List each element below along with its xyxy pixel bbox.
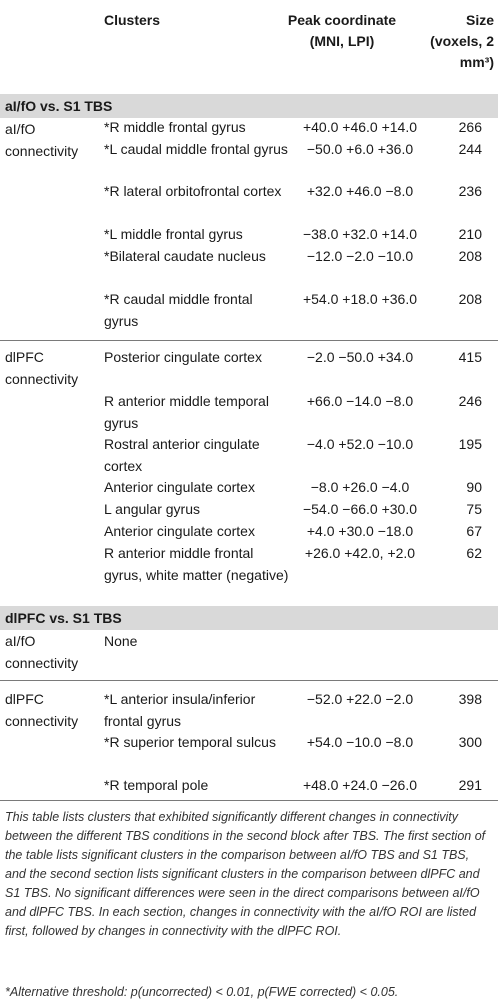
cluster-name: *L middle frontal gyrus <box>104 226 243 242</box>
cluster-name: Anterior cingulate cortex <box>104 479 255 495</box>
peak-coordinate: −12.0 −2.0 −10.0 <box>306 248 414 264</box>
group-label: dlPFC connectivity <box>5 349 79 387</box>
cluster-name: *L caudal middle frontal gyrus <box>104 141 288 157</box>
cluster-size: 62 <box>466 545 482 561</box>
peak-coordinate: −52.0 +22.0 −2.0 <box>306 691 414 707</box>
cluster-name: R anterior middle frontal gyrus, white matter (negative) <box>104 545 289 583</box>
cluster-name: *R caudal middle frontal gyrus <box>104 291 253 329</box>
peak-coordinate: −50.0 +6.0 +36.0 <box>306 141 414 157</box>
peak-coordinate: +4.0 +30.0 −18.0 <box>306 523 414 539</box>
peak-coordinate: +54.0 −10.0 −8.0 <box>306 734 414 750</box>
cluster-size: 208 <box>458 291 482 307</box>
cluster-name: *R middle frontal gyrus <box>104 119 246 135</box>
peak-coordinate: −2.0 −50.0 +34.0 <box>306 349 414 365</box>
cluster-name: Rostral anterior cingulate cortex <box>104 436 260 474</box>
cluster-name: *R superior temporal sulcus <box>104 734 276 750</box>
group-label: aI/fO connectivity <box>5 121 79 159</box>
cluster-size: 236 <box>458 183 482 199</box>
table-footnote: This table lists clusters that exhibited significantly different changes in connectivity between the different TBS conditions in the second block after TBS. The first section of the table lists significant clusters in the comparison between aI/fO TBS and S1 TBS, and the second section lists significant clusters in the comparison between dlPFC and S1 TBS. No significant differences were seen in the direct comparisons between aI/fO and dlPFC TBS. In each section, changes in connectivity with the aI/fO ROI are listed first, followed by changes in connectivity with the dlPFC ROI. <box>5 810 486 938</box>
cluster-size: 90 <box>466 479 482 495</box>
cluster-size: 246 <box>458 393 482 409</box>
row-divider <box>0 680 498 681</box>
cluster-size: 208 <box>458 248 482 264</box>
cluster-name: *Bilateral caudate nucleus <box>104 248 266 264</box>
peak-coordinate: −8.0 +26.0 −4.0 <box>310 479 410 495</box>
cluster-size: 210 <box>458 226 482 242</box>
cluster-name: *L anterior insula/inferior frontal gyrus <box>104 691 256 729</box>
cluster-size: 195 <box>458 436 482 452</box>
cluster-name: L angular gyrus <box>104 501 200 517</box>
cluster-name: Anterior cingulate cortex <box>104 523 255 539</box>
cluster-size: 75 <box>466 501 482 517</box>
peak-coordinate: +48.0 +24.0 −26.0 <box>302 777 418 793</box>
peak-coordinate: −38.0 +32.0 +14.0 <box>302 226 418 242</box>
peak-coordinate: +26.0 +42.0, +2.0 <box>304 545 416 561</box>
peak-coordinate: +32.0 +46.0 −8.0 <box>306 183 414 199</box>
group-label: aI/fO connectivity <box>5 633 79 671</box>
section-title: aI/fO vs. S1 TBS <box>0 94 498 118</box>
cluster-size: 67 <box>466 523 482 539</box>
cluster-size: 266 <box>458 119 482 135</box>
peak-coordinate: +40.0 +46.0 +14.0 <box>302 119 418 135</box>
peak-coordinate: −4.0 +52.0 −10.0 <box>306 436 414 452</box>
cluster-name: *R lateral orbitofrontal cortex <box>104 183 282 199</box>
cluster-name: None <box>104 633 138 649</box>
table-bottom-rule <box>0 800 498 801</box>
cluster-name: *R temporal pole <box>104 777 209 793</box>
cluster-size: 244 <box>458 141 482 157</box>
group-label: dlPFC connectivity <box>5 691 79 729</box>
cluster-size: 300 <box>458 734 482 750</box>
header-peak-coordinate: Peak coordinate (MNI, LPI) <box>287 12 397 49</box>
cluster-size: 398 <box>458 691 482 707</box>
cluster-name: R anterior middle temporal gyrus <box>104 393 269 431</box>
cluster-size: 415 <box>458 349 482 365</box>
header-size: Size (voxels, 2 mm³) <box>430 12 494 70</box>
table-header <box>0 0 498 90</box>
peak-coordinate: −54.0 −66.0 +30.0 <box>302 501 418 517</box>
peak-coordinate: +66.0 −14.0 −8.0 <box>306 393 414 409</box>
threshold-footnote: *Alternative threshold: p(uncorrected) < 0.01, p(FWE corrected) < 0.05. <box>5 985 399 999</box>
cluster-size: 291 <box>458 777 482 793</box>
cluster-name: Posterior cingulate cortex <box>104 349 262 365</box>
row-divider <box>0 340 498 341</box>
section-title: dlPFC vs. S1 TBS <box>0 606 498 630</box>
header-clusters: Clusters <box>104 12 161 28</box>
peak-coordinate: +54.0 +18.0 +36.0 <box>302 291 418 307</box>
